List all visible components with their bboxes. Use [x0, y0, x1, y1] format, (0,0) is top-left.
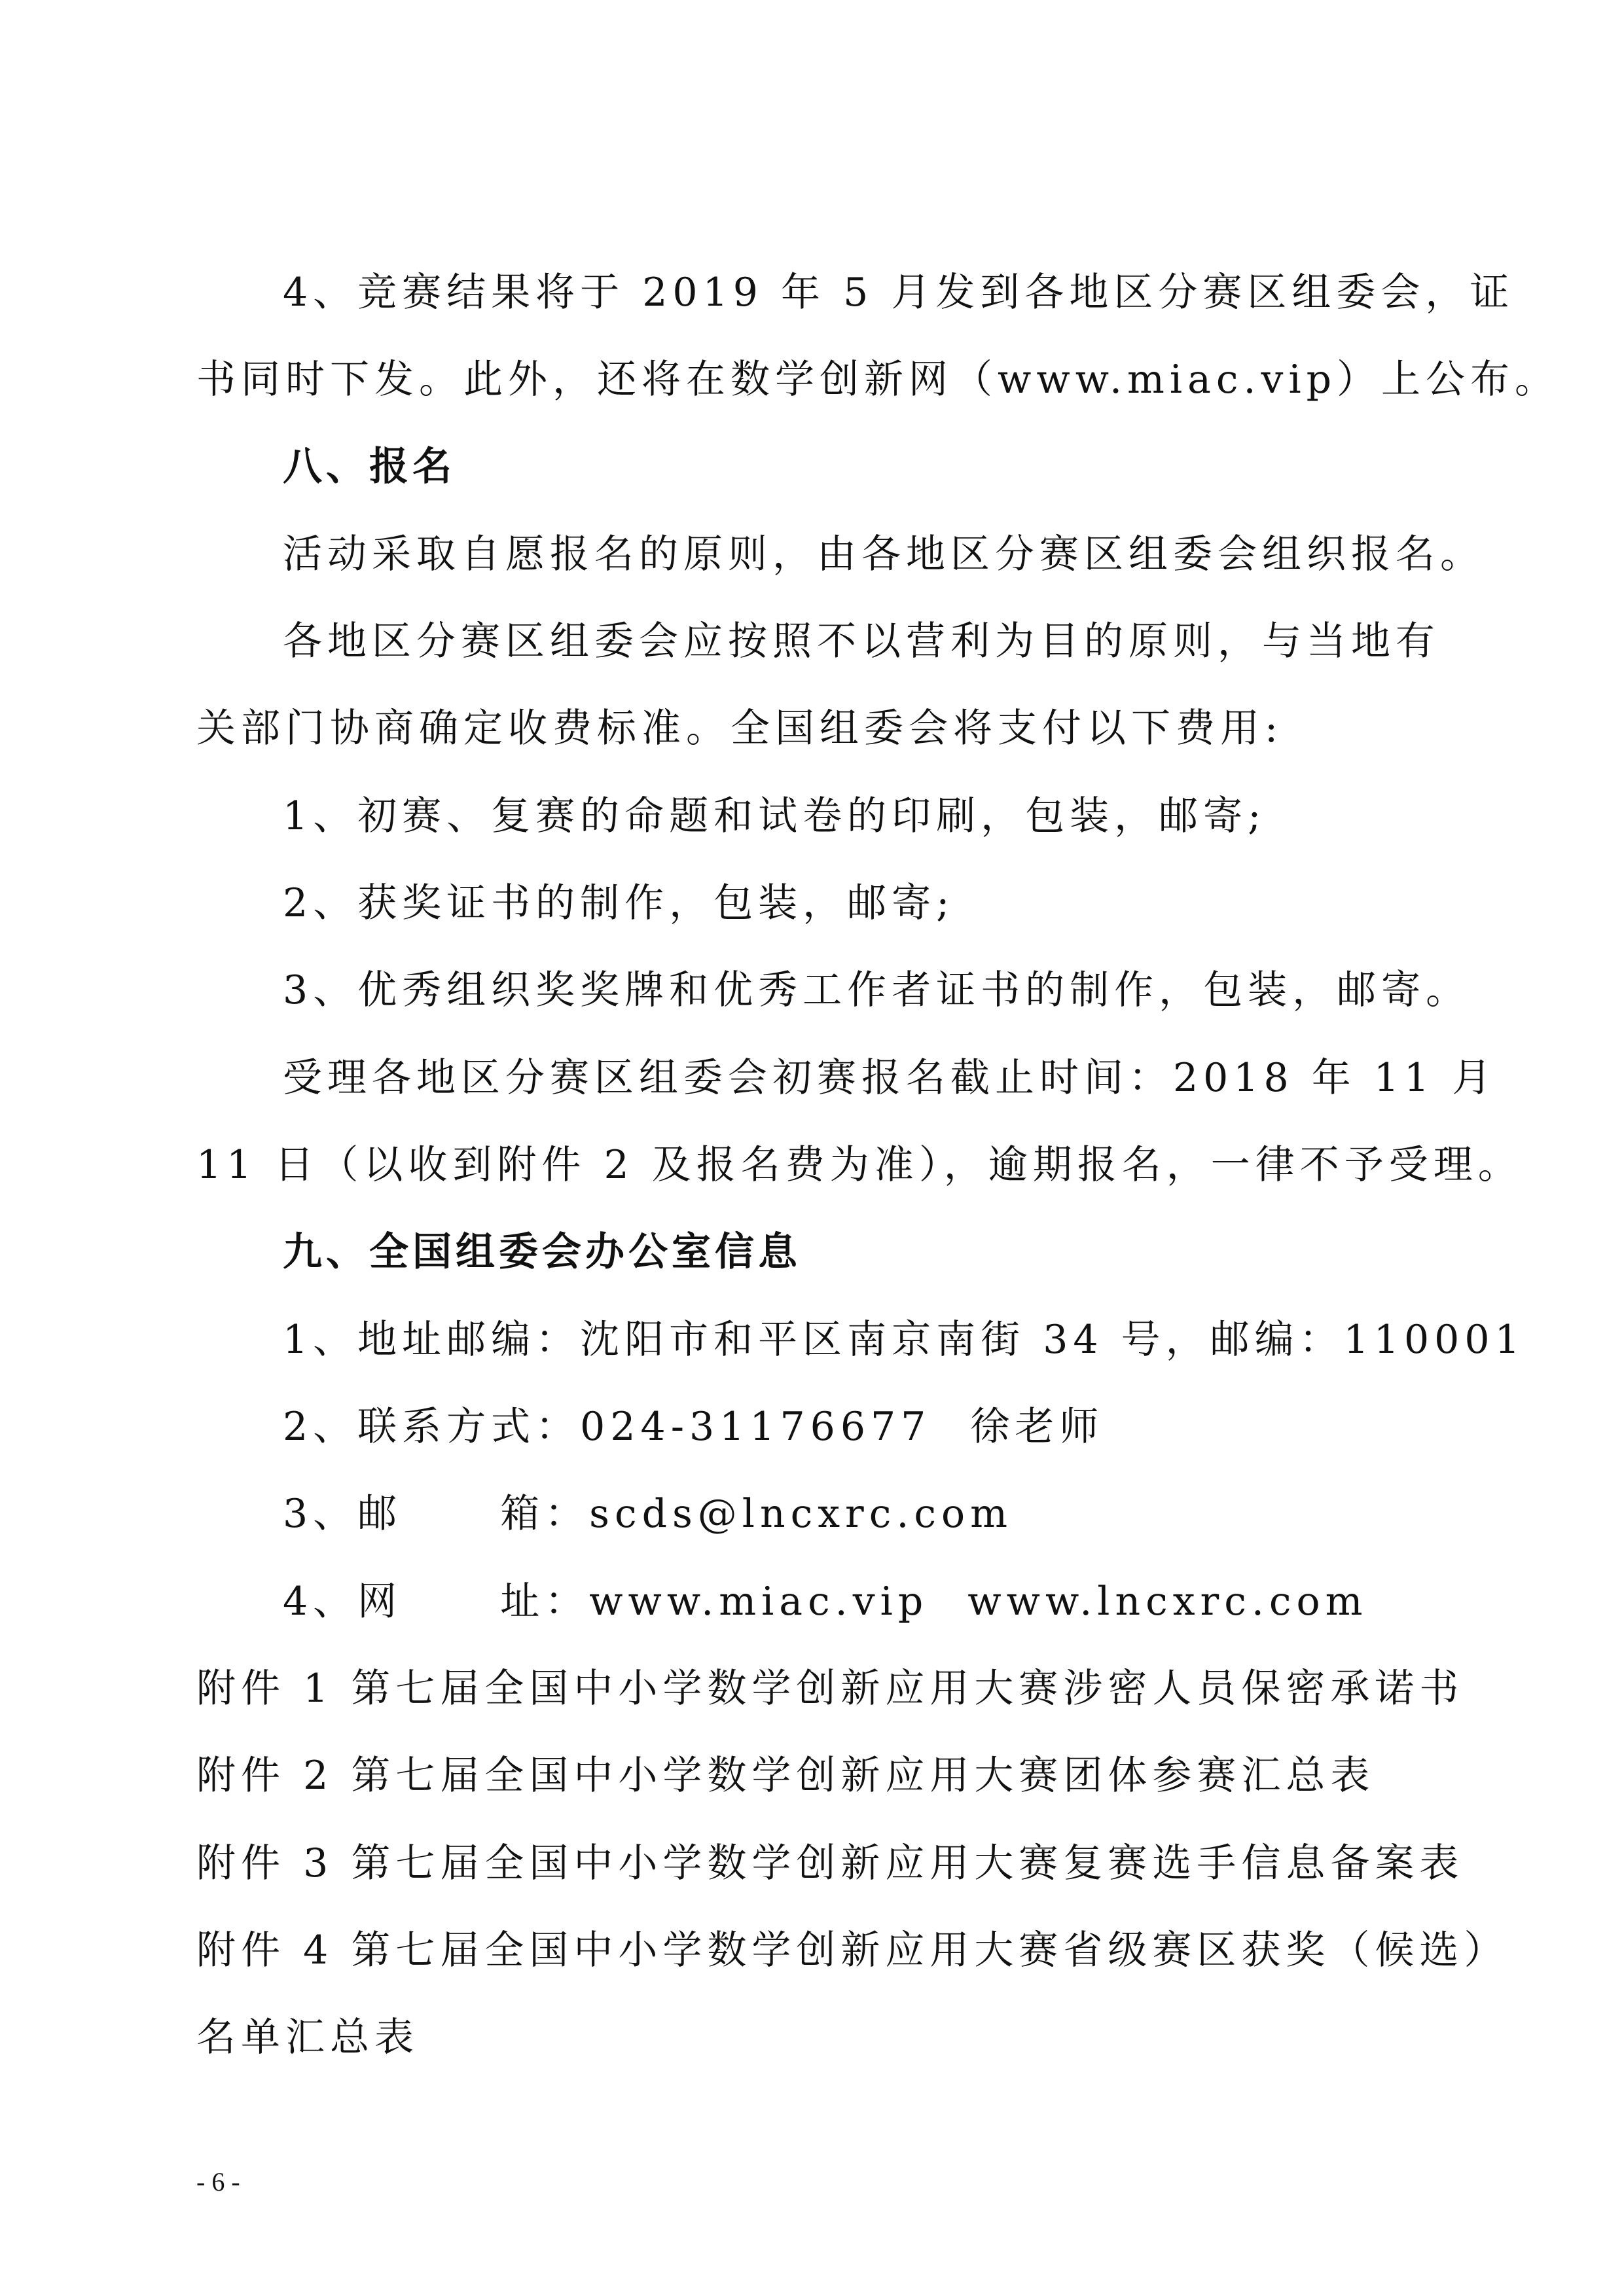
deadline-line1: 受理各地区分赛区组委会初赛报名截止时间：2018 年 11 月: [283, 1055, 1497, 1101]
attachment-3: 附件 3 第七届全国中小学数学创新应用大赛复赛选手信息备案表: [196, 1840, 1464, 1886]
registration-para2-line1: 各地区分赛区组委会应按照不以营利为目的原则，与当地有: [283, 619, 1440, 664]
fee-item-1: 1、初赛、复赛的命题和试卷的印刷，包装，邮寄;: [283, 793, 1267, 839]
office-contact: [283, 1404, 1435, 1450]
section-heading-office-info: 九、全国组委会办公室信息: [283, 1229, 801, 1275]
office-website-value: 址：www.miac.vip: [500, 1579, 929, 1624]
attachment-1: 附件 1 第七届全国中小学数学创新应用大赛涉密人员保密承诺书: [196, 1666, 1464, 1712]
office-email-value: 箱：scds@lncxrc.com: [500, 1491, 1013, 1537]
office-website-second: www.lncxrc.com: [967, 1579, 1368, 1624]
attachment-4-line1: 附件 4 第七届全国中小学数学创新应用大赛省级赛区获奖（候选）: [196, 1928, 1509, 1973]
office-website-label: 4、网: [283, 1579, 403, 1624]
deadline-line2: 11 日（以收到附件 2 及报名费为准），逾期报名，一律不予受理。: [196, 1142, 1523, 1188]
result-notice-line1: 4、竞赛结果将于 2019 年 5 月发到各地区分赛区组委会，证: [283, 270, 1515, 315]
result-notice-line2: 书同时下发。此外，还将在数学创新网（www.miac.vip）上公布。: [196, 357, 1560, 403]
page-number: - 6 -: [196, 2167, 240, 2197]
fee-item-2: 2、获奖证书的制作，包装，邮寄;: [283, 880, 955, 926]
fee-item-3: 3、优秀组织奖奖牌和优秀工作者证书的制作，包装，邮寄。: [283, 967, 1471, 1013]
section-heading-registration: 八、报名: [283, 444, 456, 490]
attachment-2: 附件 2 第七届全国中小学数学创新应用大赛团体参赛汇总表: [196, 1753, 1375, 1799]
office-website: [283, 1579, 1435, 1624]
office-email-label: 3、邮: [283, 1491, 403, 1537]
office-address: 1、地址邮编：沈阳市和平区南京南街 34 号，邮编：110001: [283, 1317, 1525, 1363]
registration-para1: 活动采取自愿报名的原则，由各地区分赛区组委会组织报名。: [283, 531, 1485, 577]
office-email: [283, 1491, 1435, 1537]
registration-para2-line2: 关部门协商确定收费标准。全国组委会将支付以下费用:: [196, 706, 1284, 751]
office-contact-person: 徐老师: [970, 1404, 1104, 1450]
attachment-4-line2: 名单汇总表: [196, 2015, 419, 2060]
office-contact-phone: 2、联系方式：024-31176677: [283, 1404, 931, 1450]
